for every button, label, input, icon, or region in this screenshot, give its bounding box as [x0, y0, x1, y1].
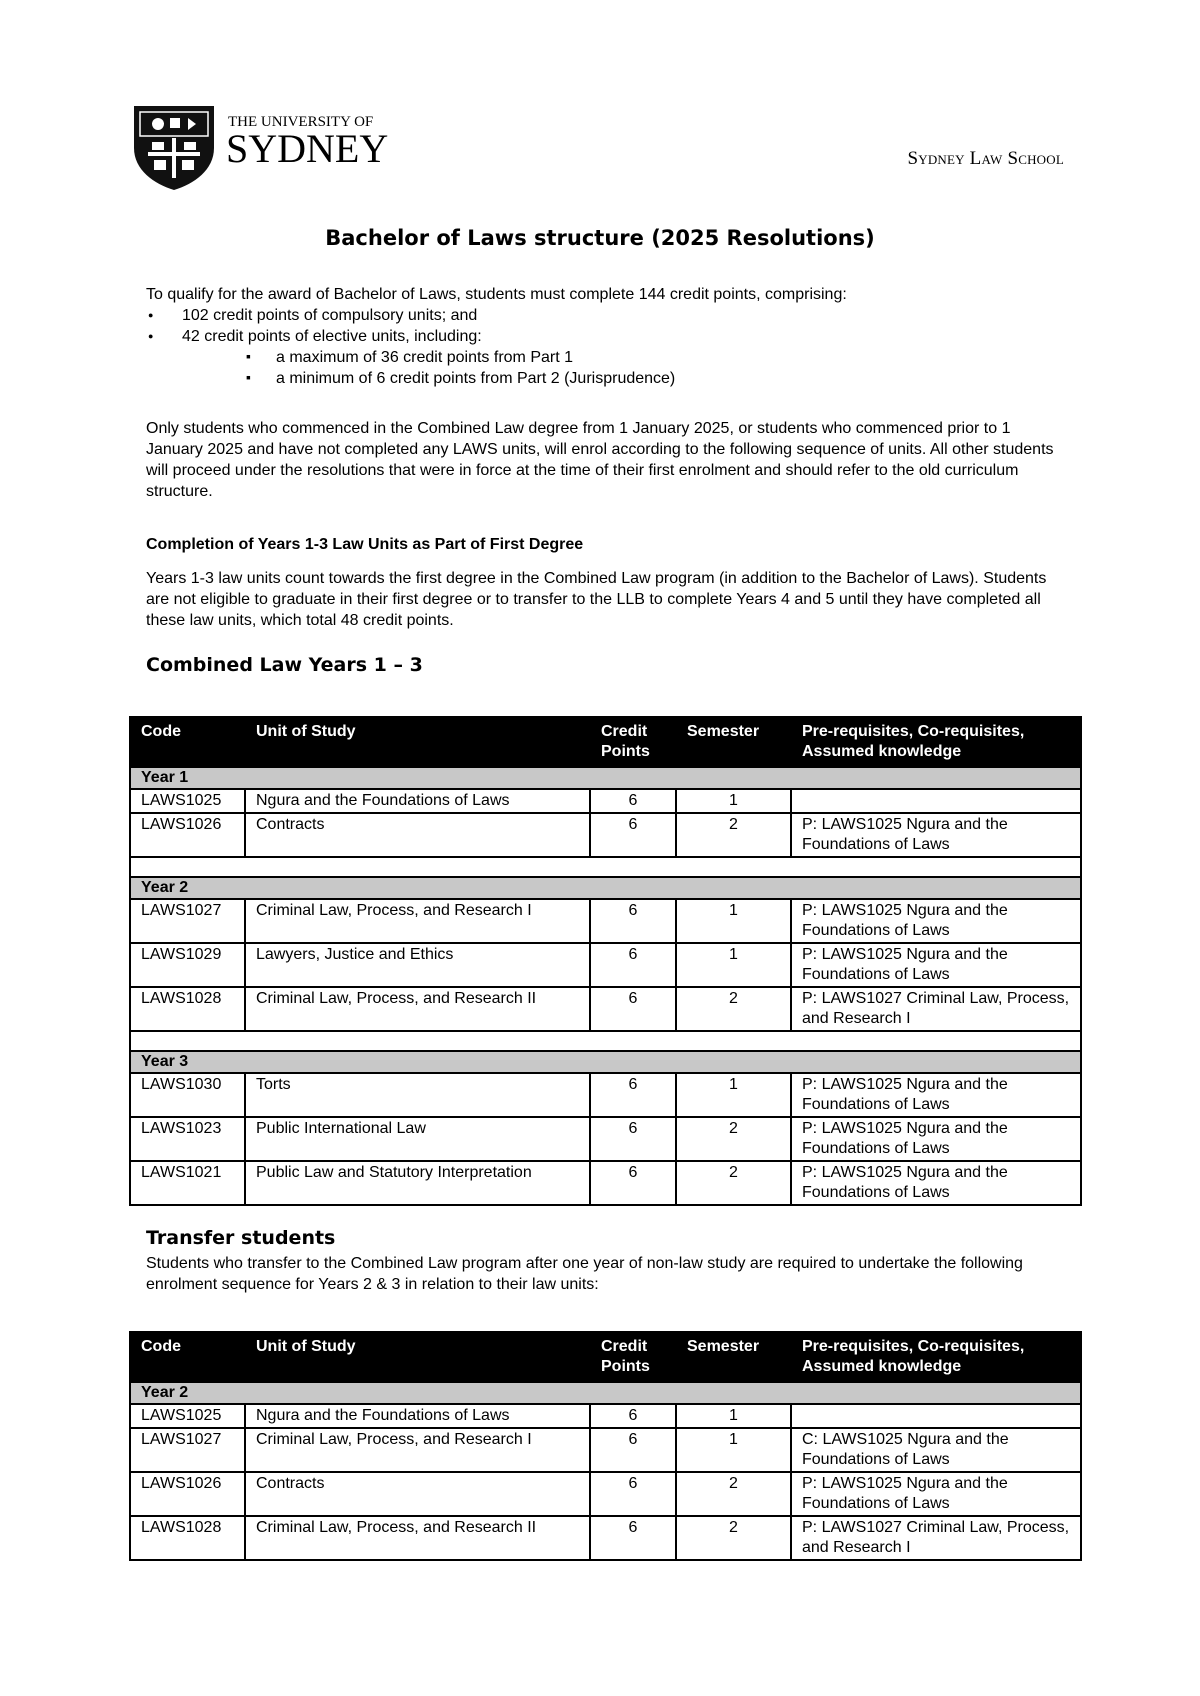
table-row: LAWS1030 Torts 6 1 P: LAWS1025 Ngura and the Foundations of Laws	[130, 1073, 1081, 1117]
table-row: LAWS1029 Lawyers, Justice and Ethics 6 1 P: LAWS1025 Ngura and the Foundations of Laws	[130, 943, 1081, 987]
table-row: LAWS1026 Contracts 6 2 P: LAWS1025 Ngura and the Foundations of Laws	[130, 813, 1081, 857]
header-credit: Credit Points	[590, 717, 676, 767]
combined-law-table	[129, 716, 1082, 1206]
header-prereq: Pre-requisites, Co-requisites, Assumed knowledge	[791, 1332, 1081, 1382]
year-row: Year 2	[130, 1382, 1081, 1404]
table-row: LAWS1027 Criminal Law, Process, and Research I 6 1 P: LAWS1025 Ngura and the Foundations of Laws	[130, 899, 1081, 943]
eligibility-paragraph: Only students who commenced in the Combined Law degree from 1 January 2025, or students who commenced prior to 1 January 2025 and have not completed any LAWS units, will enrol according to the following sequence of units. All other students will proceed under the resolutions that were in force at the time of their first enrolment and should refer to the old curriculum structure.	[146, 420, 1054, 500]
spacer-row	[130, 1031, 1081, 1051]
page-title: Bachelor of Laws structure (2025 Resolutions)	[325, 226, 875, 250]
intro-section	[146, 284, 1066, 389]
combined-heading: Combined Law Years 1 – 3	[146, 654, 423, 676]
table-row: LAWS1028 Criminal Law, Process, and Research II 6 2 P: LAWS1027 Criminal Law, Process, and Research I	[130, 1516, 1081, 1560]
university-logo	[132, 104, 392, 190]
completion-paragraph: Years 1-3 law units count towards the first degree in the Combined Law program (in addition to the Bachelor of Laws). Students are not eligible to graduate in their first degree or to transfer to the LLB to complete Years 4 and 5 until they have completed all these law units, which total 48 credit points.	[146, 570, 1047, 629]
table-header-row	[130, 717, 1081, 767]
list-item: ● 42 credit points of elective units, including:	[146, 326, 1066, 347]
header-unit: Unit of Study	[245, 1332, 590, 1382]
completion-heading: Completion of Years 1-3 Law Units as Part of First Degree	[146, 536, 584, 553]
list-item: ● 102 credit points of compulsory units; and	[146, 305, 1066, 326]
header-semester: Semester	[676, 717, 791, 767]
transfer-heading: Transfer students	[146, 1227, 336, 1249]
intro-lead: To qualify for the award of Bachelor of Laws, students must complete 144 credit points, comprising:	[146, 286, 847, 303]
requirement-list	[146, 305, 1066, 347]
header-prereq: Pre-requisites, Co-requisites, Assumed knowledge	[791, 717, 1081, 767]
list-item: ▪ a maximum of 36 credit points from Part 1	[146, 347, 1066, 368]
school-name: Sydney Law School	[907, 148, 1064, 169]
table-row: LAWS1027 Criminal Law, Process, and Research I 6 1 C: LAWS1025 Ngura and the Foundations of Laws	[130, 1428, 1081, 1472]
year-row: Year 2	[130, 877, 1081, 899]
table-row: LAWS1025 Ngura and the Foundations of Laws 6 1	[130, 789, 1081, 813]
elective-sublist	[146, 347, 1066, 389]
table-row: LAWS1023 Public International Law 6 2 P: LAWS1025 Ngura and the Foundations of Laws	[130, 1117, 1081, 1161]
header-credit: Credit Points	[590, 1332, 676, 1382]
transfer-paragraph: Students who transfer to the Combined Law program after one year of non-law study are required to undertake the following enrolment sequence for Years 2 & 3 in relation to their law units:	[146, 1255, 1023, 1293]
university-crest-icon	[132, 104, 392, 190]
svg-text:THE UNIVERSITY OF: THE UNIVERSITY OF	[228, 114, 374, 130]
header-code: Code	[130, 717, 245, 767]
header-semester: Semester	[676, 1332, 791, 1382]
spacer-row	[130, 857, 1081, 877]
svg-text:SYDNEY: SYDNEY	[226, 126, 389, 171]
header-code: Code	[130, 1332, 245, 1382]
header-unit: Unit of Study	[245, 717, 590, 767]
transfer-table	[129, 1331, 1082, 1561]
year-row: Year 3	[130, 1051, 1081, 1073]
list-item: ▪ a minimum of 6 credit points from Part 2 (Jurisprudence)	[146, 368, 1066, 389]
table-row: LAWS1021 Public Law and Statutory Interpretation 6 2 P: LAWS1025 Ngura and the Foundations of Laws	[130, 1161, 1081, 1205]
year-row: Year 1	[130, 767, 1081, 789]
table-row: LAWS1026 Contracts 6 2 P: LAWS1025 Ngura and the Foundations of Laws	[130, 1472, 1081, 1516]
table-header-row	[130, 1332, 1081, 1382]
table-row: LAWS1025 Ngura and the Foundations of Laws 6 1	[130, 1404, 1081, 1428]
table-row: LAWS1028 Criminal Law, Process, and Research II 6 2 P: LAWS1027 Criminal Law, Process, and Research I	[130, 987, 1081, 1031]
